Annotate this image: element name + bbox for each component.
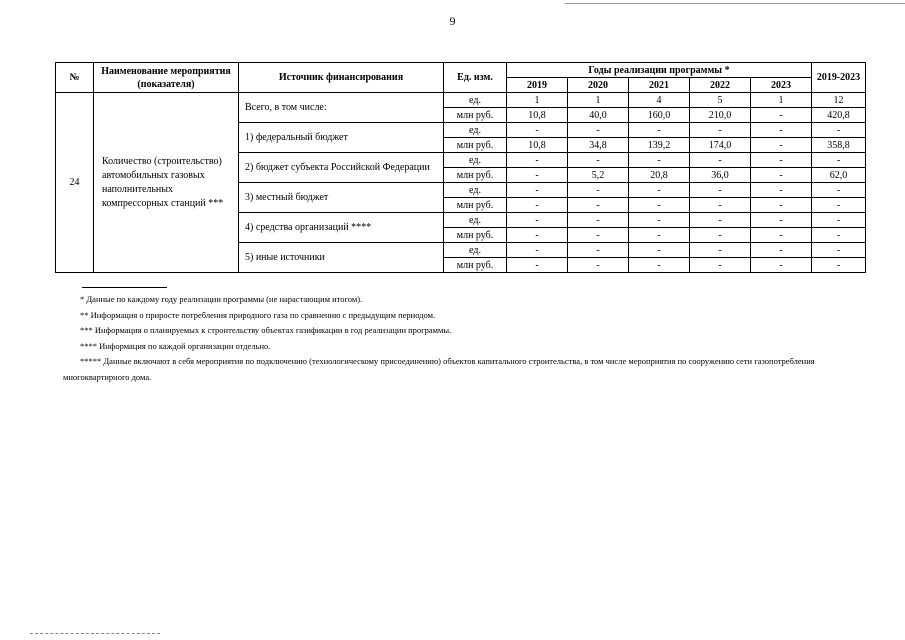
unit-cell: млн руб. <box>444 228 507 243</box>
unit-cell: млн руб. <box>444 168 507 183</box>
header-year: 2020 <box>568 78 629 93</box>
footnote: ***** Данные включают в себя мероприятия по подключению (технологическому присоединению) объектов капитального строительства, в том числе мероприятия по сооружению сети газопотребления многоквартирного дома. <box>63 356 815 382</box>
top-rule <box>565 3 905 4</box>
funding-source: 1) федеральный бюджет <box>239 123 444 153</box>
header-name: Наименование мероприятия (показателя) <box>94 63 239 93</box>
value-cell: - <box>629 183 690 198</box>
value-cell: - <box>629 153 690 168</box>
value-cell: - <box>568 243 629 258</box>
value-cell: 1 <box>568 93 629 108</box>
value-cell: - <box>751 243 812 258</box>
total-cell: - <box>812 183 866 198</box>
value-cell: 1 <box>751 93 812 108</box>
value-cell: - <box>507 153 568 168</box>
value-cell: - <box>568 198 629 213</box>
unit-cell: ед. <box>444 183 507 198</box>
value-cell: - <box>507 183 568 198</box>
value-cell: 40,0 <box>568 108 629 123</box>
total-cell: - <box>812 153 866 168</box>
value-cell: 174,0 <box>690 138 751 153</box>
value-cell: - <box>629 213 690 228</box>
program-table <box>55 62 866 273</box>
value-cell: - <box>568 213 629 228</box>
footnotes <box>63 292 863 385</box>
value-cell: - <box>629 258 690 273</box>
value-cell: 210,0 <box>690 108 751 123</box>
total-cell: - <box>812 228 866 243</box>
value-cell: 36,0 <box>690 168 751 183</box>
funding-source: 5) иные источники <box>239 243 444 273</box>
value-cell: 5,2 <box>568 168 629 183</box>
value-cell: 5 <box>690 93 751 108</box>
value-cell: - <box>751 108 812 123</box>
value-cell: - <box>751 228 812 243</box>
value-cell: - <box>629 198 690 213</box>
value-cell: - <box>568 153 629 168</box>
footnote: *** Информация о планируемых к строительству объектах газификации в год реализации программы. <box>80 325 452 335</box>
funding-source: 4) средства организаций **** <box>239 213 444 243</box>
unit-cell: ед. <box>444 123 507 138</box>
total-cell: 358,8 <box>812 138 866 153</box>
value-cell: - <box>568 123 629 138</box>
unit-cell: ед. <box>444 93 507 108</box>
funding-source: 3) местный бюджет <box>239 183 444 213</box>
table-body <box>56 93 866 273</box>
funding-source: 2) бюджет субъекта Российской Федерации <box>239 153 444 183</box>
row-number: 24 <box>56 93 94 273</box>
header-years-group: Годы реализации программы * <box>507 63 812 78</box>
total-cell: 420,8 <box>812 108 866 123</box>
table-row <box>56 93 866 108</box>
footnote-divider <box>82 287 167 288</box>
total-cell: - <box>812 213 866 228</box>
value-cell: - <box>690 198 751 213</box>
header-year: 2019 <box>507 78 568 93</box>
value-cell: - <box>507 213 568 228</box>
value-cell: - <box>507 243 568 258</box>
indicator-name: Количество (строительство) автомобильных газовых наполнительных компрессорных станций *** <box>94 93 239 273</box>
header-num: № <box>56 63 94 93</box>
header-unit: Ед. изм. <box>444 63 507 93</box>
table-header <box>56 63 866 93</box>
value-cell: - <box>751 138 812 153</box>
value-cell: 4 <box>629 93 690 108</box>
value-cell: - <box>629 123 690 138</box>
value-cell: - <box>751 213 812 228</box>
value-cell: - <box>568 258 629 273</box>
value-cell: - <box>751 183 812 198</box>
total-cell: - <box>812 243 866 258</box>
value-cell: - <box>507 168 568 183</box>
value-cell: - <box>568 228 629 243</box>
value-cell: - <box>690 183 751 198</box>
value-cell: - <box>629 243 690 258</box>
page-number: 9 <box>449 14 456 28</box>
value-cell: - <box>751 168 812 183</box>
value-cell: 10,8 <box>507 138 568 153</box>
bottom-rule <box>30 633 160 634</box>
value-cell: - <box>690 258 751 273</box>
unit-cell: млн руб. <box>444 108 507 123</box>
total-cell: - <box>812 258 866 273</box>
value-cell: 1 <box>507 93 568 108</box>
unit-cell: млн руб. <box>444 138 507 153</box>
value-cell: 139,2 <box>629 138 690 153</box>
value-cell: - <box>690 213 751 228</box>
total-cell: - <box>812 198 866 213</box>
footnote: * Данные по каждому году реализации программы (не нарастающим итогом). <box>80 294 363 304</box>
value-cell: - <box>751 258 812 273</box>
value-cell: - <box>751 198 812 213</box>
unit-cell: ед. <box>444 213 507 228</box>
total-cell: 62,0 <box>812 168 866 183</box>
header-year: 2023 <box>751 78 812 93</box>
value-cell: 20,8 <box>629 168 690 183</box>
total-cell: 12 <box>812 93 866 108</box>
unit-cell: млн руб. <box>444 198 507 213</box>
unit-cell: ед. <box>444 243 507 258</box>
unit-cell: ед. <box>444 153 507 168</box>
value-cell: - <box>690 228 751 243</box>
value-cell: 10,8 <box>507 108 568 123</box>
value-cell: 160,0 <box>629 108 690 123</box>
value-cell: - <box>507 123 568 138</box>
value-cell: - <box>507 228 568 243</box>
header-total: 2019-2023 <box>812 63 866 93</box>
header-source: Источник финансирования <box>239 63 444 93</box>
total-cell: - <box>812 123 866 138</box>
header-year: 2021 <box>629 78 690 93</box>
value-cell: - <box>690 153 751 168</box>
funding-source: Всего, в том числе: <box>239 93 444 123</box>
unit-cell: млн руб. <box>444 258 507 273</box>
value-cell: - <box>751 123 812 138</box>
value-cell: - <box>690 243 751 258</box>
footnote: **** Информация по каждой организации отдельно. <box>80 340 271 351</box>
value-cell: - <box>629 228 690 243</box>
value-cell: - <box>690 123 751 138</box>
footnote: ** Информация о приросте потребления природного газа по сравнению с предыдущим периодом. <box>80 309 436 320</box>
value-cell: - <box>568 183 629 198</box>
value-cell: - <box>507 258 568 273</box>
value-cell: 34,8 <box>568 138 629 153</box>
value-cell: - <box>751 153 812 168</box>
header-year: 2022 <box>690 78 751 93</box>
value-cell: - <box>507 198 568 213</box>
